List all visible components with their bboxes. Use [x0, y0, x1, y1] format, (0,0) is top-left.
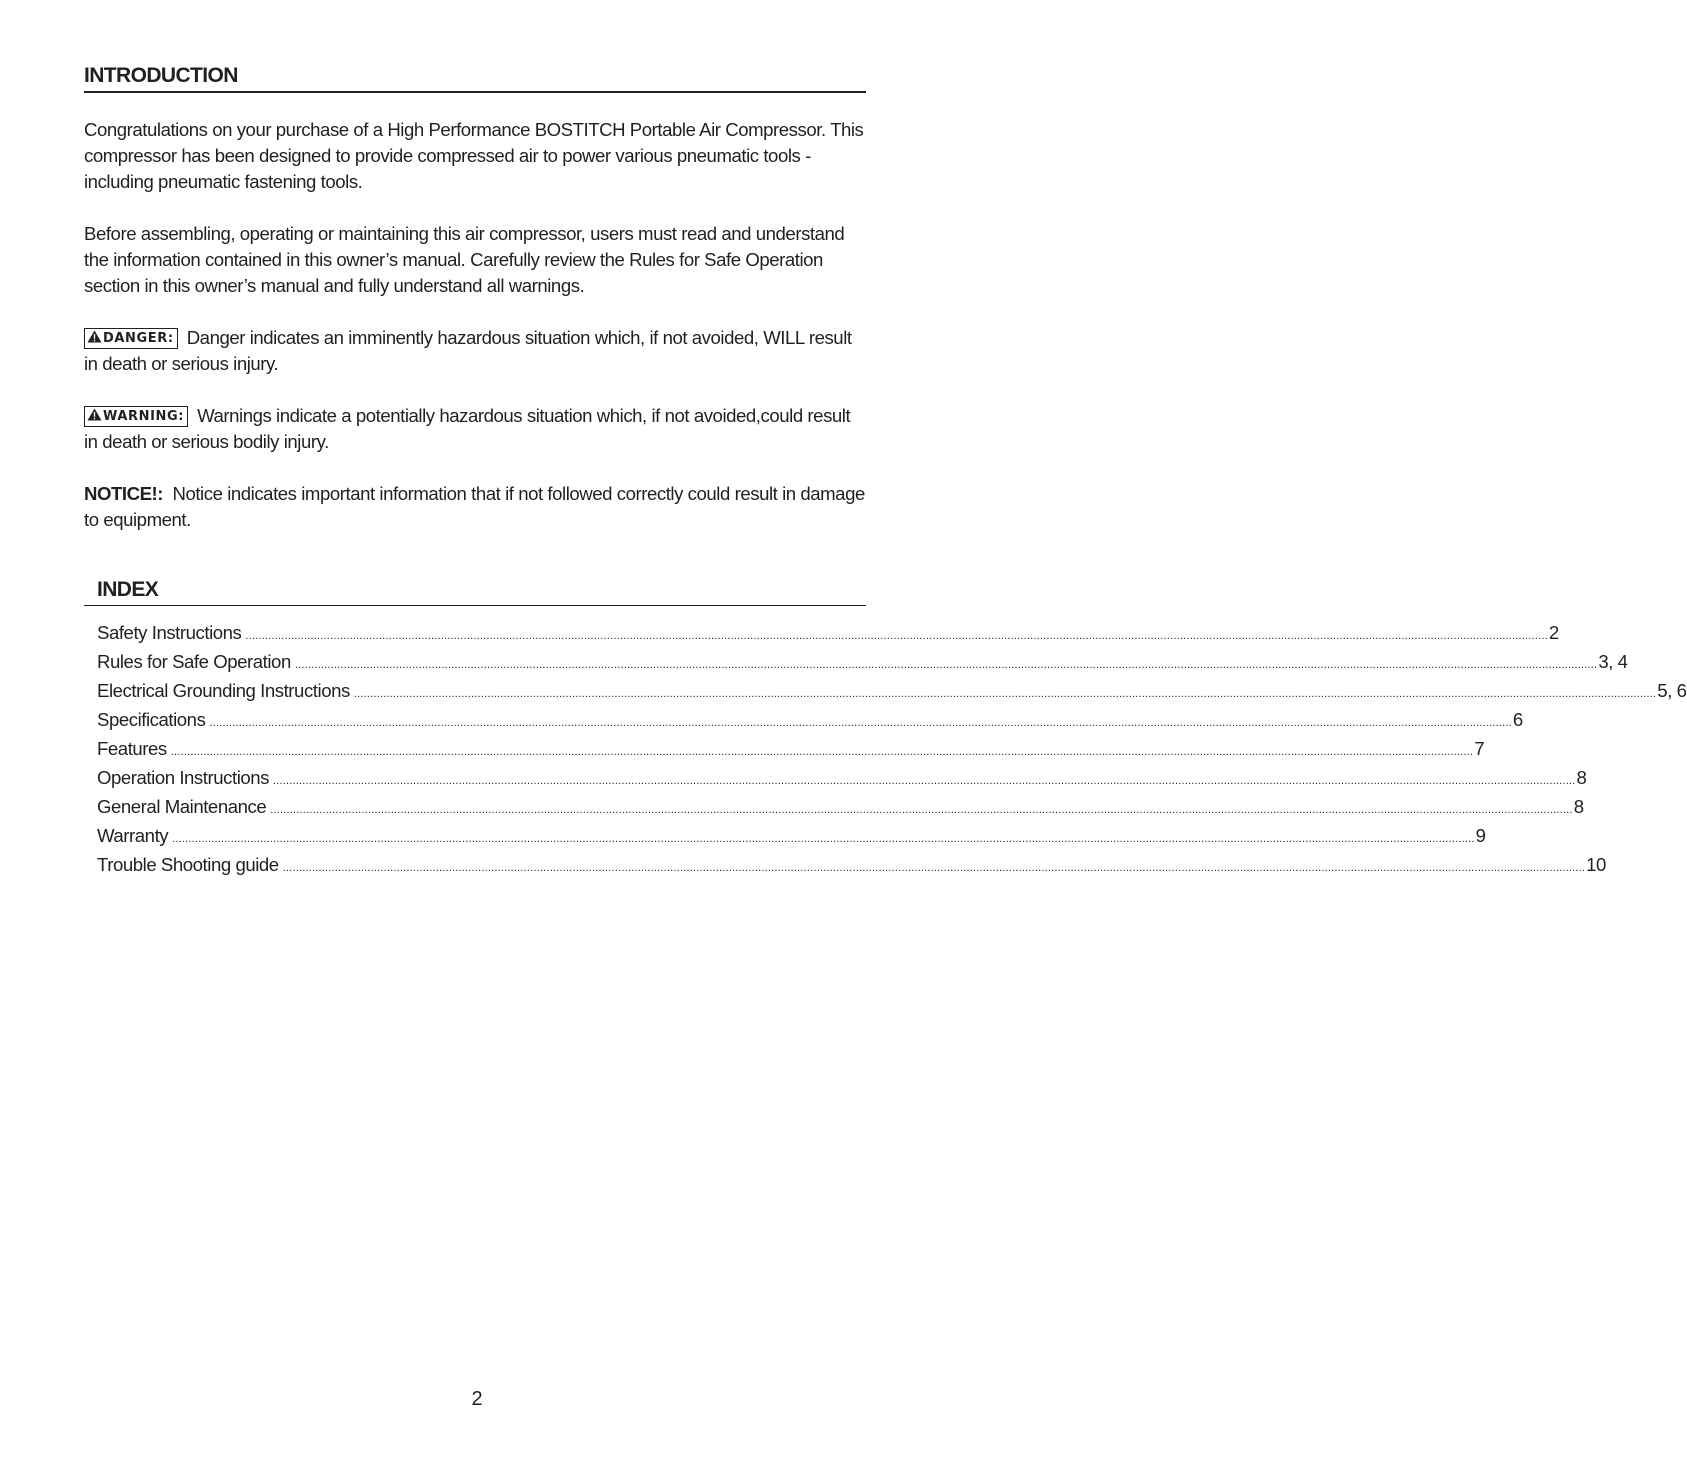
index-entry-title: Specifications [97, 709, 206, 730]
warning-badge [84, 406, 188, 427]
index-entry-title: Rules for Safe Operation [97, 651, 291, 672]
index-heading: INDEX [84, 576, 866, 606]
index-entry-leader-dots: ................................................................................................................................................................................................................................................................................................................................................................................................................ [170, 746, 1474, 758]
index-entry [97, 852, 1606, 881]
index-entry-page: 5, 6 [1657, 680, 1687, 701]
index-entry [97, 620, 1559, 649]
index-entry-page: 8 [1576, 767, 1587, 788]
intro-paragraph-congratulations: Congratulations on your purchase of a High Performance BOSTITCH Portable Air Compressor. This compressor has been designed to provide compressed air to power various pneumatic tools - including pneumatic fastening tools. [84, 119, 864, 192]
warning-triangle-icon [87, 330, 102, 343]
index-entry-page: 10 [1586, 854, 1606, 875]
notice-text: Notice indicates important information that if not followed correctly could result in damage to equipment. [84, 483, 865, 530]
index-entry [97, 794, 1584, 823]
index-entry-leader-dots: ................................................................................................................................................................................................................................................................................................................................................................................................................ [273, 775, 1576, 787]
danger-paragraph [84, 325, 866, 377]
intro-paragraph-before-assembling: Before assembling, operating or maintaining this air compressor, users must read and understand the information contained in this owner’s manual. Carefully review the Rules for Safe Operation section in this owner’s manual and fully understand all warnings. [84, 223, 845, 296]
index-entry-page: 6 [1512, 709, 1523, 730]
index-entry [97, 736, 1485, 765]
index-entry-page: 3, 4 [1598, 651, 1628, 672]
index-entry [97, 823, 1486, 852]
index-entry-page: 8 [1573, 796, 1584, 817]
danger-badge [84, 328, 178, 349]
notice-label: NOTICE!: [84, 483, 164, 504]
index-entry [97, 765, 1587, 794]
warning-triangle-icon [87, 408, 102, 421]
index-entry-leader-dots: ................................................................................................................................................................................................................................................................................................................................................................................................................ [282, 862, 1586, 874]
manual-page [84, 62, 1687, 881]
index-entry-title: Warranty [97, 825, 169, 846]
index-entry [97, 707, 1523, 736]
index-entry-title: Electrical Grounding Instructions [97, 680, 350, 701]
index-entry [97, 649, 1628, 678]
danger-badge-label: DANGER: [103, 331, 174, 346]
index-entry-title: General Maintenance [97, 796, 267, 817]
index-list [97, 620, 1687, 881]
introduction-heading: INTRODUCTION [84, 62, 866, 93]
warning-badge-label: WARNING: [103, 409, 185, 424]
index-entry-leader-dots: ................................................................................................................................................................................................................................................................................................................................................................................................................ [270, 804, 1573, 816]
index-entry-page: 7 [1474, 738, 1485, 759]
index-entry-leader-dots: ................................................................................................................................................................................................................................................................................................................................................................................................................ [294, 659, 1598, 671]
index-entry-leader-dots: ................................................................................................................................................................................................................................................................................................................................................................................................................ [245, 630, 1548, 642]
index-entry-page: 9 [1475, 825, 1486, 846]
index-entry-title: Safety Instructions [97, 622, 242, 643]
index-entry [97, 678, 1687, 707]
page-number: 2 [471, 1388, 483, 1410]
warning-paragraph [84, 403, 866, 455]
index-entry-title: Features [97, 738, 167, 759]
index-entry-title: Operation Instructions [97, 767, 269, 788]
index-section [84, 576, 1687, 881]
index-entry-leader-dots: ................................................................................................................................................................................................................................................................................................................................................................................................................ [172, 833, 1475, 845]
index-entry-leader-dots: ................................................................................................................................................................................................................................................................................................................................................................................................................ [353, 688, 1657, 700]
index-entry-leader-dots: ................................................................................................................................................................................................................................................................................................................................................................................................................ [209, 717, 1512, 729]
index-entry-page: 2 [1548, 622, 1559, 643]
warning-text: Warnings indicate a potentially hazardous situation which, if not avoided,could result in death or serious bodily injury. [84, 405, 851, 452]
danger-text: Danger indicates an imminently hazardous situation which, if not avoided, WILL result in death or serious injury. [84, 327, 852, 374]
notice-paragraph [84, 481, 866, 533]
index-entry-title: Trouble Shooting guide [97, 854, 279, 875]
